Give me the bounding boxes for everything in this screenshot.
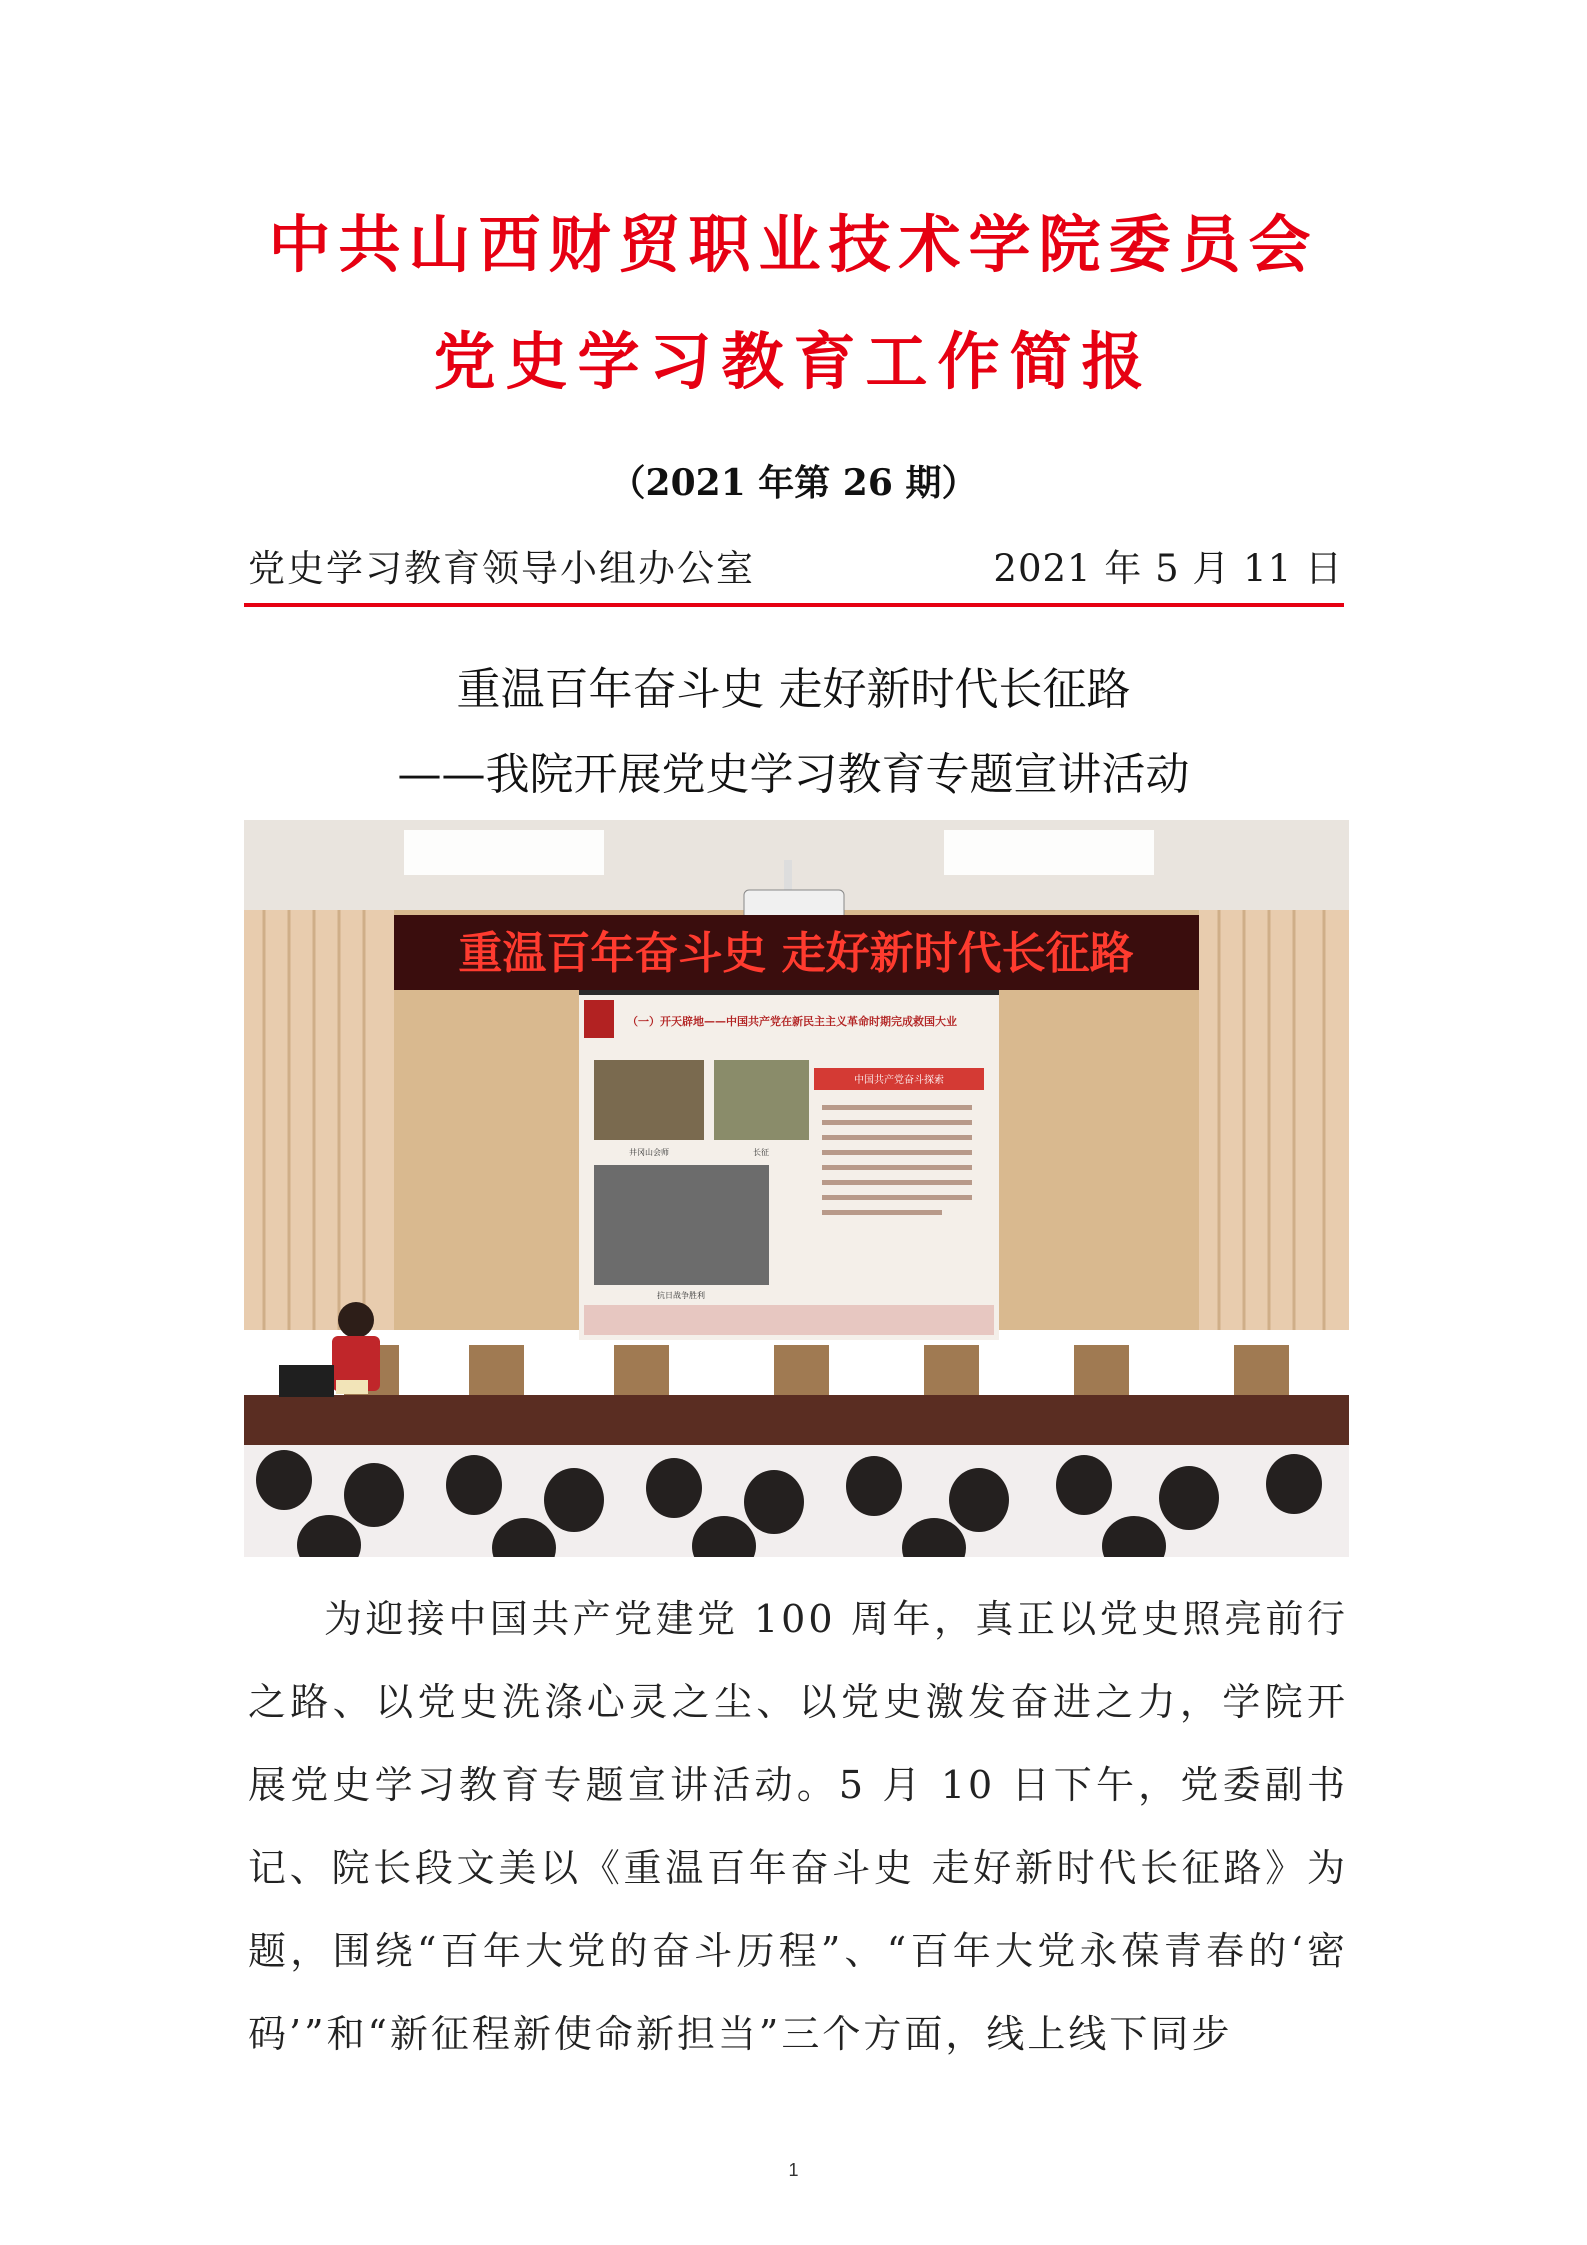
slide-heading: （一）开天辟地——中国共产党在新民主主义革命时期完成救国大业 xyxy=(627,1015,957,1028)
event-photo xyxy=(244,820,1349,1557)
article-body xyxy=(248,1578,1348,2076)
article-subtitle: ——我院开展党史学习教育专题宣讲活动 xyxy=(397,749,1190,800)
masthead-title-line2: 党史学习教育工作简报 xyxy=(433,325,1154,398)
slide-caption-1: 井冈山会师 xyxy=(629,1148,669,1157)
led-banner-text: 重温百年奋斗史 走好新时代长征路 xyxy=(458,928,1134,979)
slide-box-title: 中国共产党奋斗探索 xyxy=(854,1075,944,1086)
issuing-department: 党史学习教育领导小组办公室 xyxy=(248,547,755,590)
page-number: 1 xyxy=(788,2160,799,2180)
masthead-title-line1: 中共山西财贸职业技术学院委员会 xyxy=(268,208,1319,281)
issue-number: （2021 年第 26 期） xyxy=(609,462,978,504)
article-title: 重温百年奋斗史 走好新时代长征路 xyxy=(456,664,1131,715)
issue-date: 2021 年 5 月 11 日 xyxy=(993,547,1343,590)
slide-caption-3: 抗日战争胜利 xyxy=(657,1291,705,1300)
slide-caption-2: 长征 xyxy=(753,1148,769,1157)
body-paragraph: 为迎接中国共产党建党 100 周年，真正以党史照亮前行之路、以党史洗涤心灵之尘、以党史激发奋进之力，学院开展党史学习教育专题宣讲活动。5 月 10 日下午，党委副书记、院长段文美以《重温百年奋斗史 走好新时代长征路》为题，围绕“百年大党的奋斗历程”、“百年大党永葆青春的‘密码’”和“新征程新使命新担当”三个方面，线上线下同步 xyxy=(248,1597,1348,2056)
red-divider xyxy=(244,603,1344,607)
